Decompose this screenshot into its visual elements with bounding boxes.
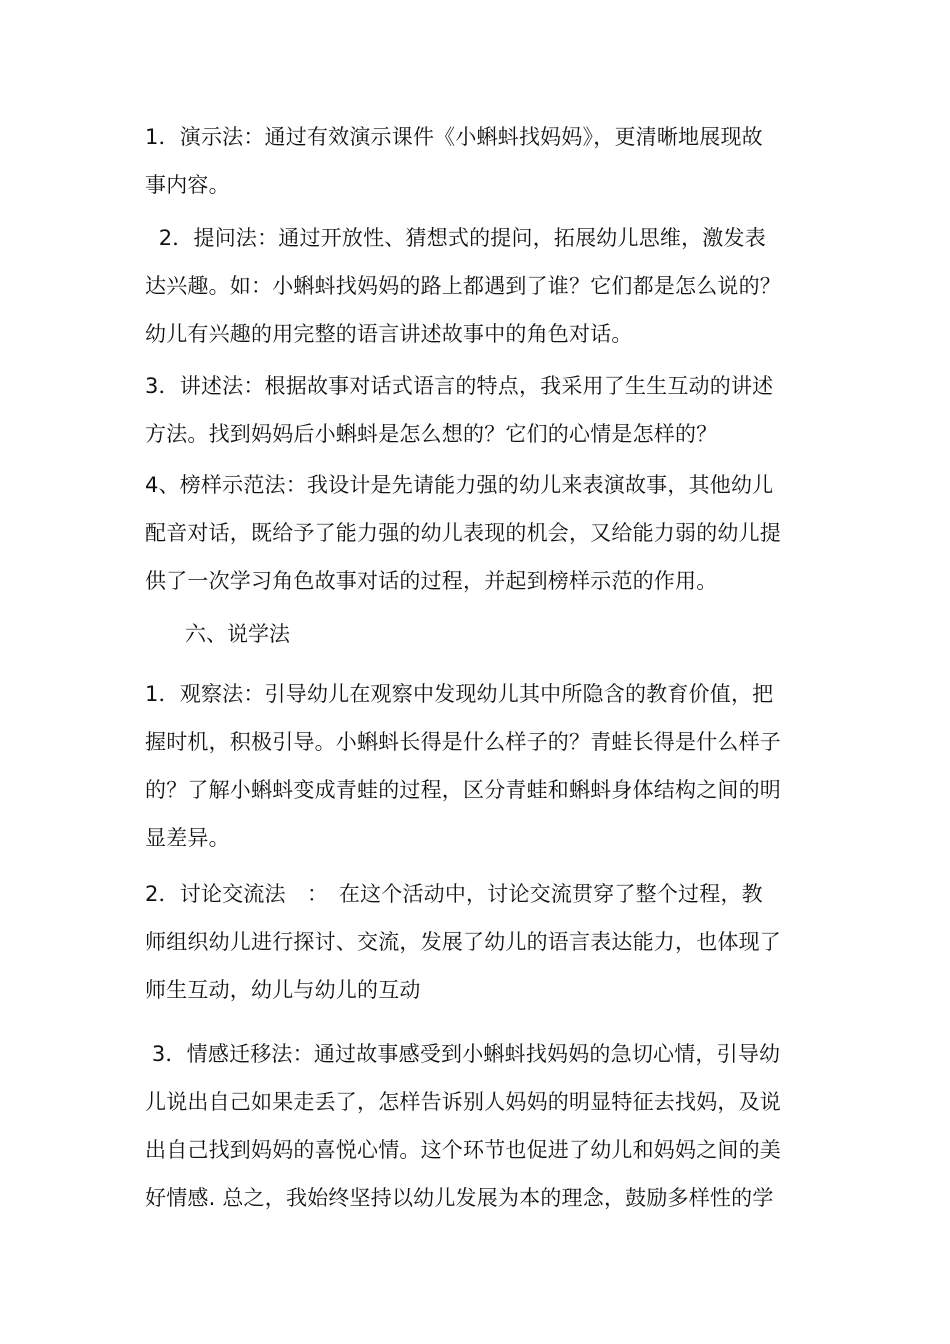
text-line: 达兴趣。如：小蝌蚪找妈妈的路上都遇到了谁？它们都是怎么说的？ [145,274,781,298]
text-line: 好情感. 总之，我始终坚持以幼儿发展为本的理念，鼓励多样性的学 [145,1186,774,1210]
text-line: 4、榜样示范法：我设计是先请能力强的幼儿来表演故事，其他幼儿 [145,473,774,497]
section-heading: 六、说学法 [185,622,290,646]
paragraph-emotion-transfer-method [145,1030,810,1222]
paragraph-demonstration-method [145,113,810,209]
text-line: 1．演示法：通过有效演示课件《小蝌蚪找妈妈》，更清晰地展现故 [145,125,763,149]
text-line: 显差异。 [145,826,230,850]
text-line: 供了一次学习角色故事对话的过程，并起到榜样示范的作用。 [145,569,718,593]
paragraph-discussion-method [145,870,810,1014]
text-line: 配音对话，既给予了能力强的幼儿表现的机会，又给能力弱的幼儿提 [145,521,781,545]
text-line: 出自己找到妈妈的喜悦心情。这个环节也促进了幼儿和妈妈之间的美 [145,1138,781,1162]
text-line: 的？了解小蝌蚪变成青蛙的过程，区分青蛙和蝌蚪身体结构之间的明 [145,778,781,802]
text-line: 儿说出自己如果走丢了，怎样告诉别人妈妈的明显特征去找妈，及说 [145,1090,781,1114]
text-line: 2．提问法：通过开放性、猜想式的提问，拓展幼儿思维，激发表 [145,226,766,250]
text-line: 师组织幼儿进行探讨、交流，发展了幼儿的语言表达能力，也体现了 [145,930,781,954]
text-line: 2．讨论交流法 ： 在这个活动中，讨论交流贯穿了整个过程，教 [145,882,763,906]
text-line: 事内容。 [145,173,230,197]
paragraph-narration-method [145,362,810,458]
text-line: 方法。找到妈妈后小蝌蚪是怎么想的？它们的心情是怎样的？ [145,422,718,446]
text-line: 师生互动，幼儿与幼儿的互动 [145,978,421,1002]
text-line: 3．讲述法：根据故事对话式语言的特点，我采用了生生互动的讲述 [145,374,774,398]
paragraph-observation-method [145,670,810,862]
text-line: 握时机，积极引导。小蝌蚪长得是什么样子的？青蛙长得是什么样子 [145,730,781,754]
text-line: 3．情感迁移法：通过故事感受到小蝌蚪找妈妈的急切心情，引导幼 [145,1042,781,1066]
paragraph-role-model-method [145,461,810,605]
text-line: 幼儿有兴趣的用完整的语言讲述故事中的角色对话。 [145,322,633,346]
text-line: 1．观察法：引导幼儿在观察中发现幼儿其中所隐含的教育价值，把 [145,682,774,706]
paragraph-questioning-method [145,214,810,358]
